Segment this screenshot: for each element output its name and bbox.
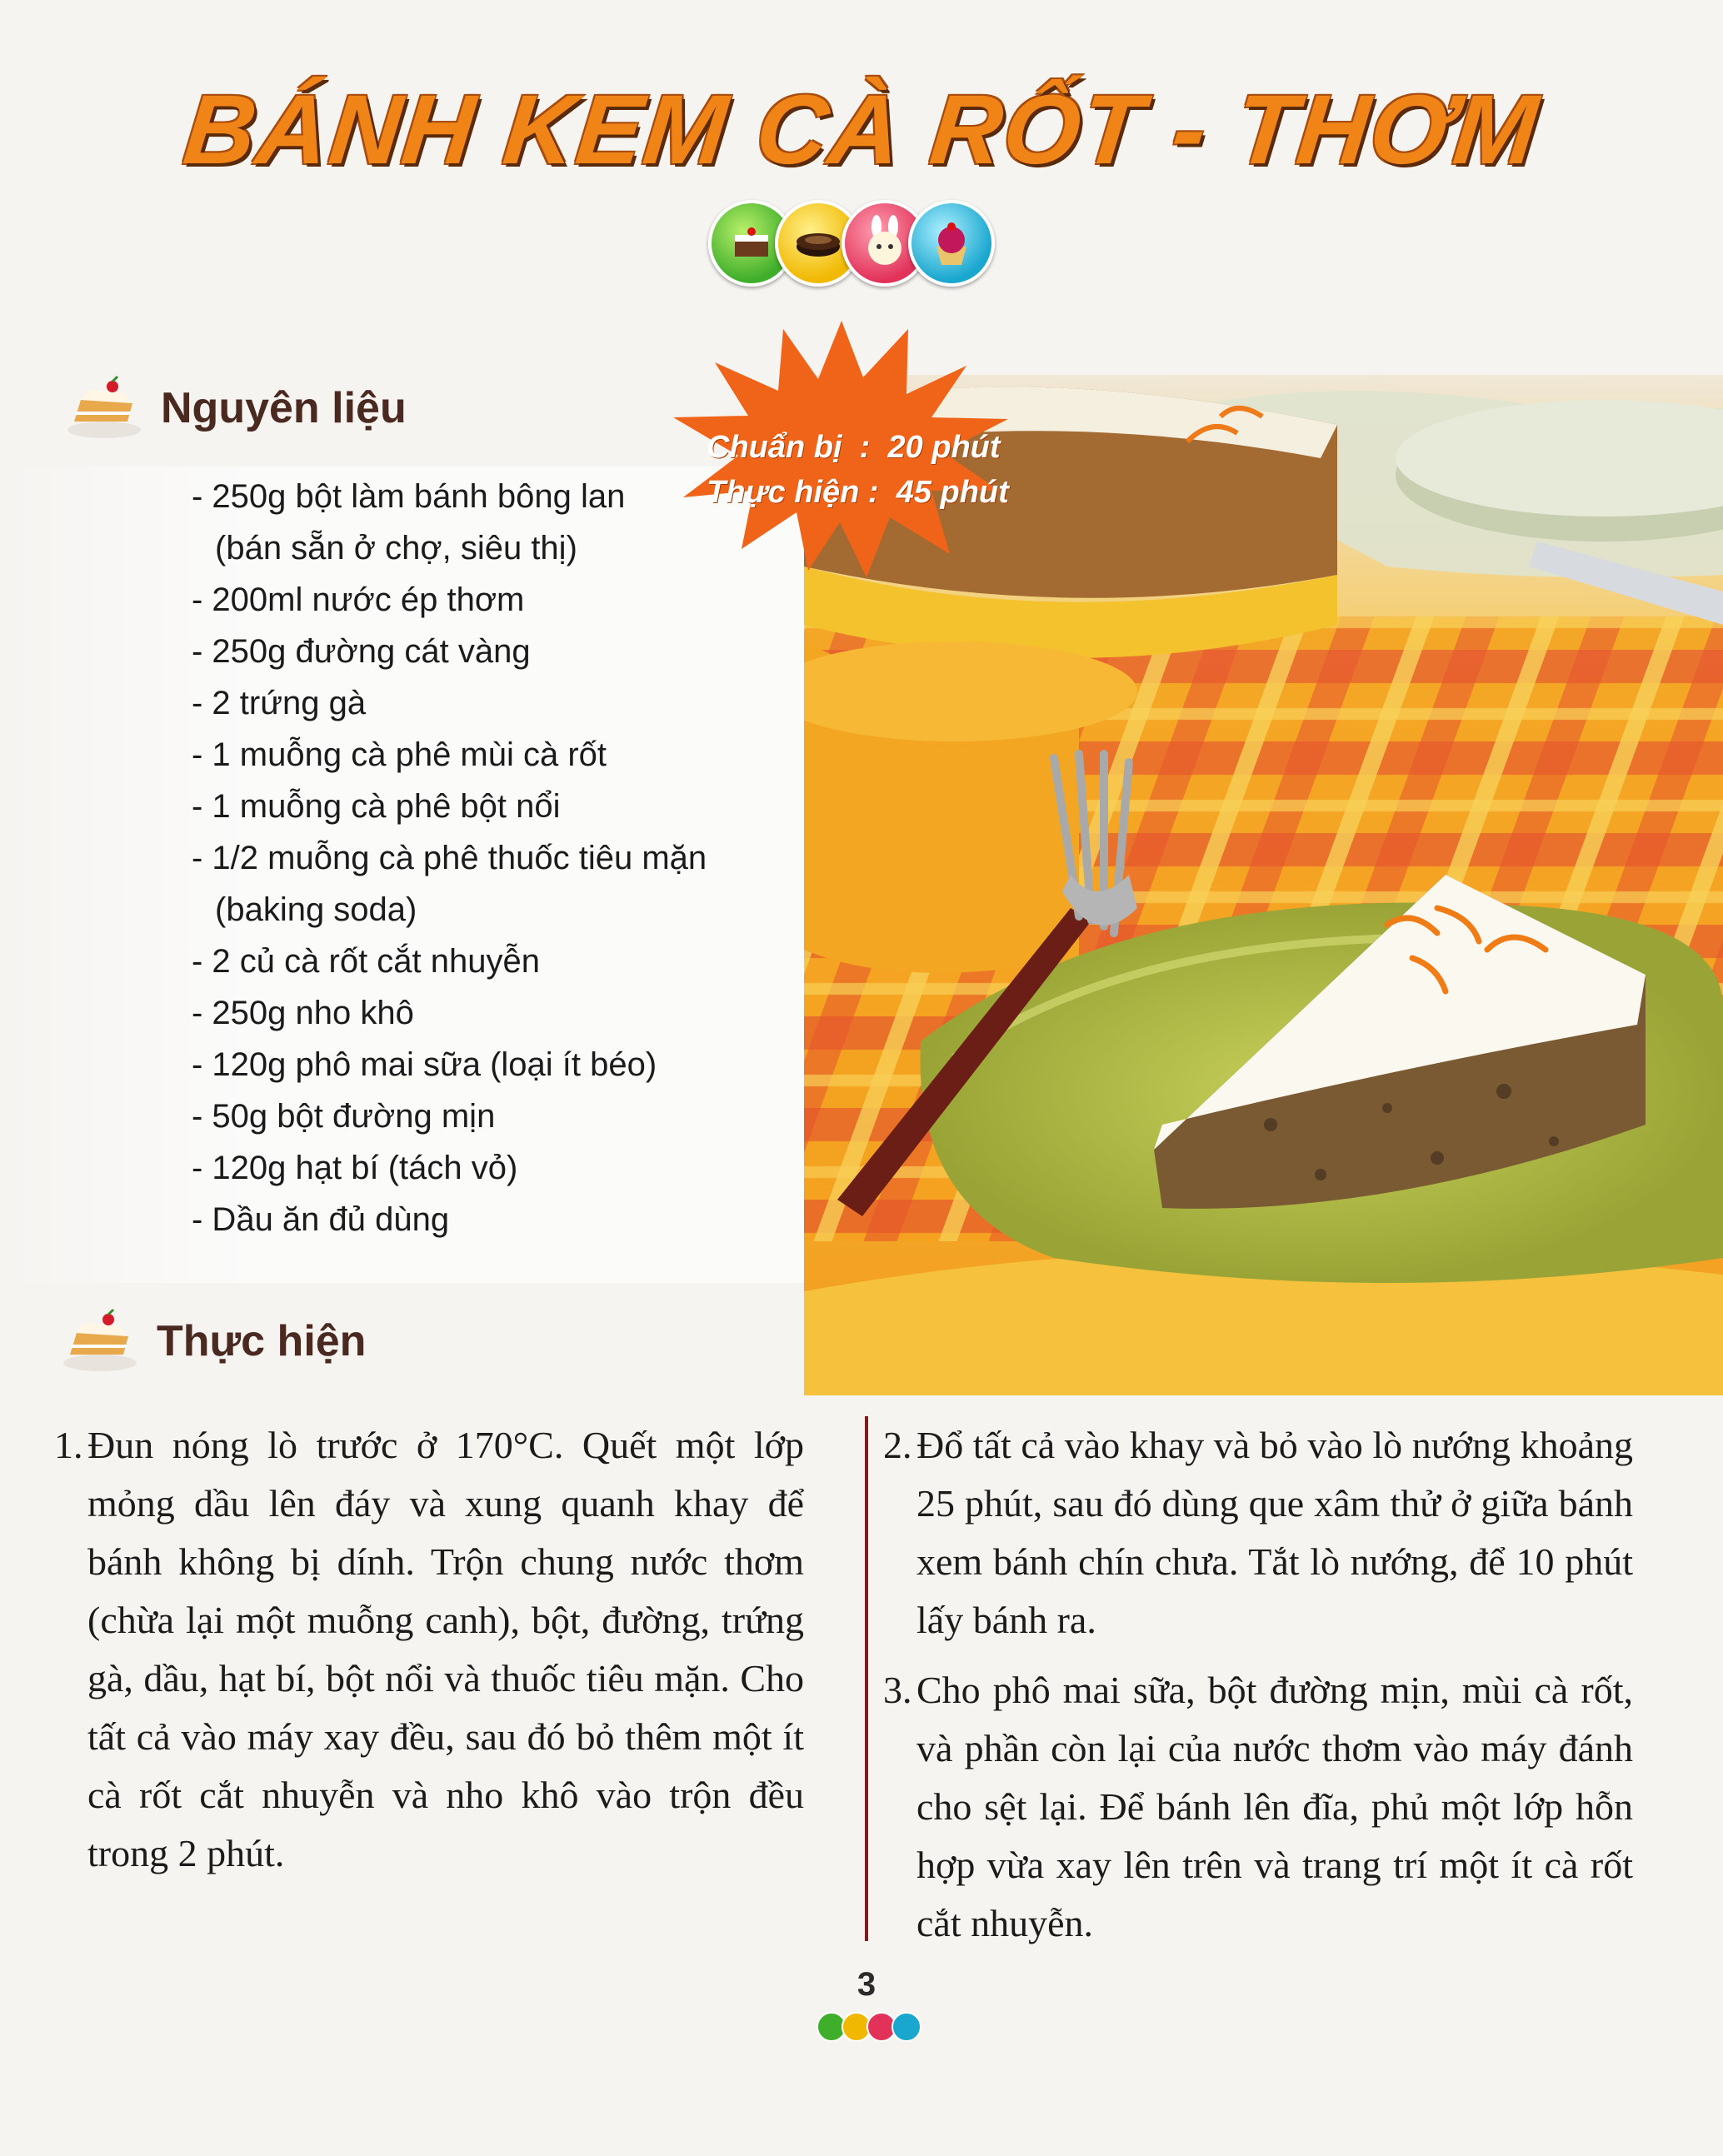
ingredients-header [62,375,407,442]
ingredient-item [192,1142,808,1194]
cake-slice-icon [58,1308,142,1375]
prep-label: Chuẩn bị [707,430,842,465]
method-step [883,1416,1633,1649]
ingredient-text: - 2 trứng gà [192,685,367,721]
ingredient-text: - 1/2 muỗng cà phê thuốc tiêu mặn [192,840,707,876]
ingredient-item [192,987,808,1039]
step-text: Đun nóng lò trước ở 170°C. Quết một lớp mỏng dầu lên đáy và xung quanh khay để bánh không bị dính. Trộn chung nước thơm (chừa lại một muỗng canh), bột, đường, trứng gà, dầu, hạt bí, bột nổi và thuốc tiêu mặn. Cho tất cả vào máy xay đều, sau đó bỏ thêm một ít cà rốt cắt nhuyễn và nho khô vào trộn đều trong 2 phút. [87,1424,804,1874]
ingredients-list [192,471,808,1245]
ingredient-text: - 1 muỗng cà phê bột nổi [192,788,561,825]
step-number: 3. [883,1669,912,1711]
ingredient-item [192,626,808,677]
ingredient-item [192,729,808,781]
step-number: 1. [54,1424,83,1466]
ingredient-text: - 250g bột làm bánh bông lan [192,478,626,515]
step-text: Cho phô mai sữa, bột đường mịn, mùi cà rốt, và phần còn lại của nước thơm vào máy đánh cho sệt lại. Để bánh lên đĩa, phủ một lớp hỗn hợp vừa xay lên trên và trang trí một ít cà rốt cắt nhuyễn. [916,1669,1633,1944]
method-heading: Thực hiện [157,1317,367,1365]
ingredient-text: - 50g bột đường mịn [192,1098,496,1135]
ingredient-item [192,1194,808,1245]
ingredient-text: - 250g đường cát vàng [192,633,531,670]
ingredient-note: (bán sẵn ở chợ, siêu thị) [215,530,577,566]
step-text: Đổ tất cả vào khay và bỏ vào lò nướng khoảng 25 phút, sau đó dùng que xâm thử ở giữa bánh xem bánh chín chưa. Tắt lò nướng, để 10 phút lấy bánh ra. [916,1424,1633,1641]
method-step [54,1416,804,1883]
method-column-left [54,1416,804,1894]
step-number: 2. [883,1424,912,1466]
method-step [883,1661,1633,1953]
ingredient-item [192,781,808,832]
cook-label: Thực hiện [707,475,860,510]
ingredient-item [192,936,808,987]
ingredient-text: - 250g nho khô [192,995,414,1031]
page-title: BÁNH KEM CÀ RỐT - THƠM [178,75,1545,185]
cook-value: 45 phút [896,475,1009,510]
prep-value: 20 phút [887,430,1001,465]
page-number: 3 [857,1966,876,2003]
ingredient-text: - 200ml nước ép thơm [192,581,525,618]
column-divider [865,1416,868,1941]
cupcake-badge-icon [891,2012,921,2042]
ingredient-text: - 1 muỗng cà phê mùi cà rốt [192,736,607,773]
ingredient-note: (baking soda) [215,891,417,928]
ingredient-text: - Dầu ăn đủ dùng [192,1201,450,1238]
ingredient-text: - 120g hạt bí (tách vỏ) [192,1150,518,1186]
method-column-right [883,1416,1633,1964]
cake-slice-icon [62,375,146,442]
method-header [58,1308,366,1375]
cupcake-badge-icon [908,200,995,287]
ingredient-text: - 2 củ cà rốt cắt nhuyễn [192,943,541,980]
ingredient-item [192,832,808,936]
ingredient-item [192,1039,808,1090]
ingredient-text: - 120g phô mai sữa (loại ít béo) [192,1046,657,1083]
ingredients-heading: Nguyên liệu [161,384,407,432]
time-badge: Chuẩn bị : 20 phút Thực hiện : 45 phút [707,430,1009,510]
ingredient-item [192,677,808,729]
category-badges [708,200,991,283]
ingredient-item [192,574,808,626]
ingredient-item [192,1090,808,1142]
page-badges [817,2012,921,2045]
